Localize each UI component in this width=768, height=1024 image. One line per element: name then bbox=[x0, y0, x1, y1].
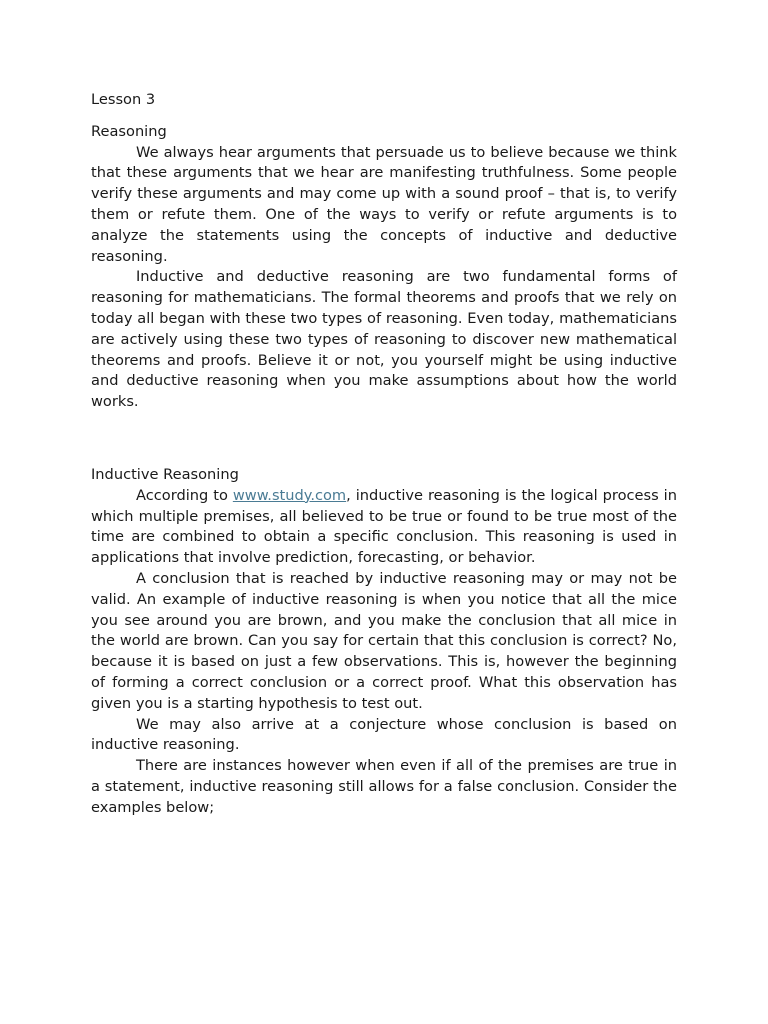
lesson-label: Lesson 3 bbox=[91, 91, 156, 108]
definition-paragraph bbox=[91, 486, 677, 569]
section-paragraph-2: We may also arrive at a conjecture whose conclusion is based on inductive reasoning. bbox=[91, 715, 677, 754]
intro-paragraph-2: Inductive and deductive reasoning are two fundamental forms of reasoning for mathematicians. The formal theorems and proofs that we rely on today all began with these two types of reasoning. Even today, mathematicians are actively using these two types of reasoning to discover new mathematical theorems and proofs. Believe it or not, you yourself might be using inductive and deductive reasoning when you make assumptions about how the world works. bbox=[91, 268, 677, 411]
definition-suffix: , inductive reasoning is the logical process in which multiple premises, all believed to be true or found to be true most of the time are combined to obtain a specific conclusion. This reasoning is used in applications that involve prediction, forecasting, or behavior. bbox=[91, 486, 677, 567]
intro-paragraph-1: We always hear arguments that persuade us to believe because we think that these arguments that we hear are manifesting truthfulness. Some people verify these arguments and may come up with a sound proof – that is, to verify them or refute them. One of the ways to verify or refute arguments is to analyze the statements using the concepts of inductive and deductive reasoning. bbox=[91, 143, 677, 265]
section-paragraph-3: There are instances however when even if all of the premises are true in a statement, inductive reasoning still allows for a false conclusion. Consider the examples below; bbox=[91, 757, 677, 816]
document-page bbox=[91, 90, 677, 819]
section-heading-inductive-reasoning: Inductive Reasoning bbox=[91, 465, 239, 483]
study-com-link[interactable]: www.study.com bbox=[232, 486, 347, 504]
section-paragraph-1: A conclusion that is reached by inductive reasoning may or may not be valid. An example of inductive reasoning is when you notice that all the mice you see around you are brown, and you make the conclusion that all mice in the world are brown. Can you say for certain that this conclusion is correct? No, because it is based on just a few observations. This is, however the beginning of forming a correct conclusion or a correct proof. What this observation has given you is a starting hypothesis to test out. bbox=[91, 569, 677, 712]
topic-title: Reasoning bbox=[91, 122, 167, 140]
definition-prefix: According to bbox=[136, 486, 233, 504]
